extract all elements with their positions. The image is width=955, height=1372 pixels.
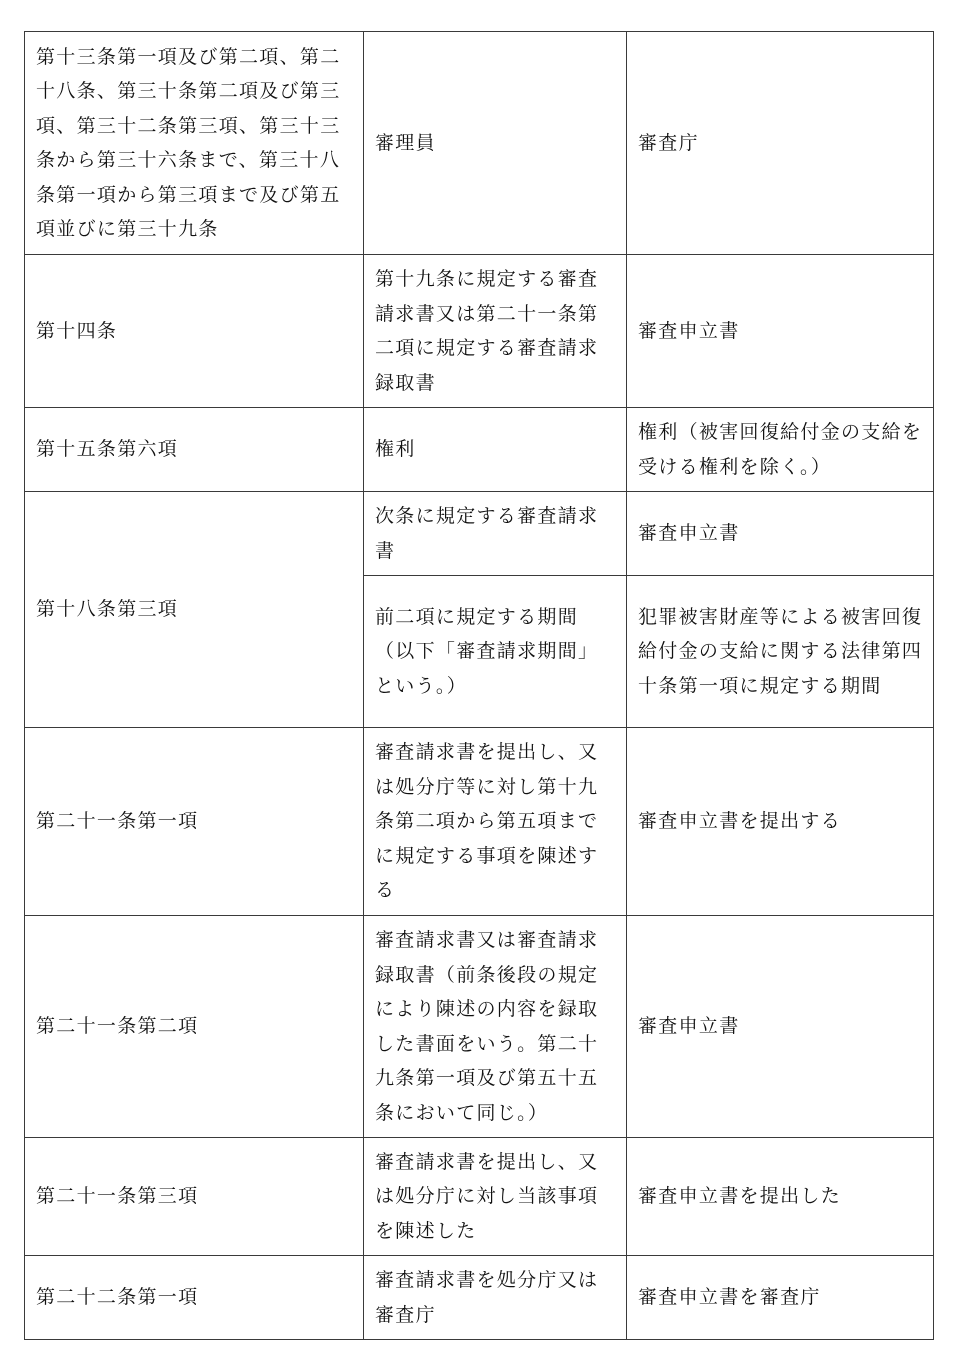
- replacement-term-cell: 審査申立書: [627, 492, 934, 576]
- article-cell: 第十四条: [25, 255, 364, 408]
- replacement-term-cell: 権利（被害回復給付金の支給を受ける権利を除く。）: [627, 408, 934, 492]
- article-cell: 第二十一条第二項: [25, 916, 364, 1138]
- table-row: [25, 728, 934, 916]
- article-cell: 第十三条第一項及び第二項、第二十八条、第三十条第二項及び第三項、第三十二条第三項、第三十三条から第三十六条まで、第三十八条第一項から第三項まで及び第五項並びに第三十九条: [25, 32, 364, 255]
- article-cell: 第十八条第三項: [25, 492, 364, 728]
- replacement-term-cell: 審査申立書: [627, 255, 934, 408]
- original-term-cell: 審査請求書又は審査請求録取書（前条後段の規定により陳述の内容を録取した書面をいう。第二十九条第一項及び第五十五条において同じ。）: [364, 916, 627, 1138]
- table-row: [25, 32, 934, 255]
- replacement-term-cell: 審査庁: [627, 32, 934, 255]
- table-row: [25, 1256, 934, 1340]
- article-cell: 第二十一条第三項: [25, 1138, 364, 1256]
- table-row: [25, 916, 934, 1138]
- replacement-term-cell: 犯罪被害財産等による被害回復給付金の支給に関する法律第四十条第一項に規定する期間: [627, 576, 934, 728]
- original-term-cell: 審理員: [364, 32, 627, 255]
- original-term-cell: 次条に規定する審査請求書: [364, 492, 627, 576]
- original-term-cell: 審査請求書を提出し、又は処分庁に対し当該事項を陳述した: [364, 1138, 627, 1256]
- original-term-cell: 権利: [364, 408, 627, 492]
- article-cell: 第二十二条第一項: [25, 1256, 364, 1340]
- original-term-cell: 審査請求書を提出し、又は処分庁等に対し第十九条第二項から第五項までに規定する事項を陳述する: [364, 728, 627, 916]
- replacement-term-cell: 審査申立書を提出した: [627, 1138, 934, 1256]
- replacement-term-cell: 審査申立書を提出する: [627, 728, 934, 916]
- table-row: [25, 492, 934, 576]
- replacement-table: [24, 31, 934, 1340]
- original-term-cell: 審査請求書を処分庁又は審査庁: [364, 1256, 627, 1340]
- replacement-term-cell: 審査申立書: [627, 916, 934, 1138]
- table-row: [25, 408, 934, 492]
- original-term-cell: 第十九条に規定する審査請求書又は第二十一条第二項に規定する審査請求録取書: [364, 255, 627, 408]
- table-row: [25, 1138, 934, 1256]
- table-row: [25, 255, 934, 408]
- article-cell: 第十五条第六項: [25, 408, 364, 492]
- replacement-term-cell: 審査申立書を審査庁: [627, 1256, 934, 1340]
- original-term-cell: 前二項に規定する期間（以下「審査請求期間」という。）: [364, 576, 627, 728]
- document-page: [24, 31, 933, 1340]
- article-cell: 第二十一条第一項: [25, 728, 364, 916]
